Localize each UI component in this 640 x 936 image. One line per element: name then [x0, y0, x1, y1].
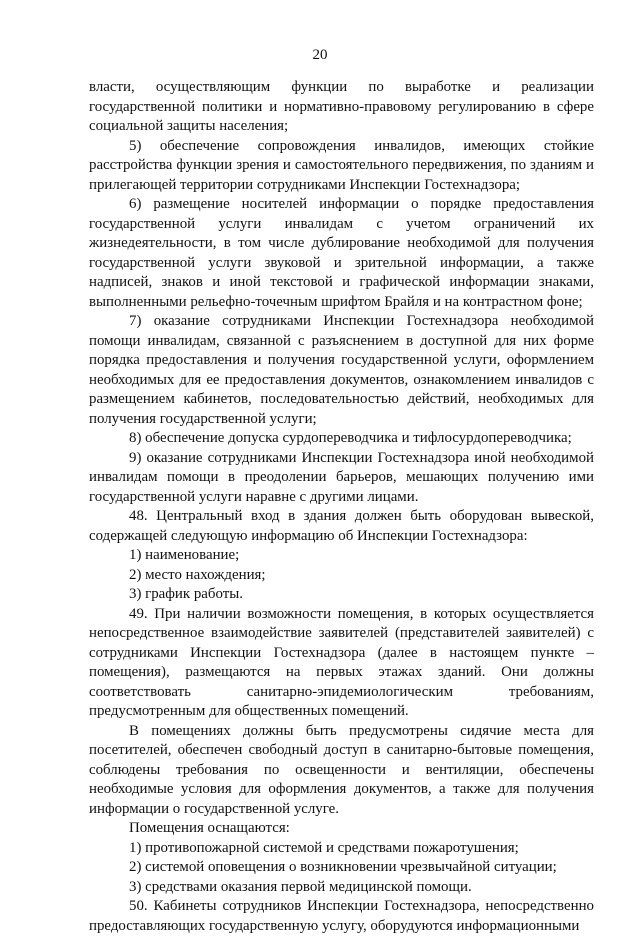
paragraph-continuation: власти, осуществляющим функции по выработке и реализации государственной политики и нормативно-правовому регулированию в сфере социальной защиты населения; — [89, 79, 594, 134]
clause-49-equipment-intro: Помещения оснащаются: — [129, 820, 290, 836]
clause-48-item-3: 3) график работы. — [129, 586, 243, 602]
page-number: 20 — [312, 47, 328, 63]
clause-48-item-2: 2) место нахождения; — [129, 566, 266, 583]
equipment-item-2: 2) системой оповещения о возникновении чрезвычайной ситуации; — [129, 859, 557, 875]
equipment-item-1: 1) противопожарной системой и средствами пожаротушения; — [129, 839, 519, 856]
equipment-item-3: 3) средствами оказания первой медицинской помощи. — [129, 878, 472, 895]
list-item-9: 9) оказание сотрудниками Инспекции Гостехнадзора иной необходимой инвалидам помощи в преодолении барьеров, мешающих получению ими государственной услуги наравне с другими лицами. — [89, 449, 594, 505]
clause-50: 50. Кабинеты сотрудников Инспекции Гостехнадзора, непосредственно предоставляющих государственную услугу, оборудуются информационными — [89, 898, 594, 934]
document-body — [89, 78, 594, 936]
list-item-6: 6) размещение носителей информации о порядке предоставления государственной услуги инвалидам с учетом ограничений их жизнедеятельности, в том числе дублирование необходимой для получения государственной услуги звуковой и зрительной информации, а также надписей, знаков и иной текстовой и графической информации знаками, выполненными рельефно-точечным шрифтом Брайля и на контрастном фоне; — [89, 196, 594, 310]
clause-49: 49. При наличии возможности помещения, в которых осуществляется непосредственное взаимодействие заявителей (представителей заявителей) с сотрудниками Инспекции Гостехнадзора (далее в настоящем пункте – помещения), размещаются на первых этажах зданий. Они должны соответствовать санитарно-эпидемиологическим требованиям, предусмотренным для общественных помещений. — [89, 605, 594, 719]
list-item-5: 5) обеспечение сопровождения инвалидов, имеющих стойкие расстройства функции зрения и самостоятельного передвижения, по зданиям и прилегающей территории сотрудниками Инспекции Гостехнадзора; — [89, 137, 594, 193]
clause-49-premises-requirements: В помещениях должны быть предусмотрены сидячие места для посетителей, обеспечен свободный доступ в санитарно-бытовые помещения, соблюдены требования по освещенности и вентиляции, обеспечены необходимые условия для оформления документов, а также для получения информации о государственной услуге. — [89, 722, 594, 817]
list-item-8: 8) обеспечение допуска сурдопереводчика и тифлосурдопереводчика; — [129, 430, 572, 446]
clause-48-item-1: 1) наименование; — [129, 547, 240, 563]
list-item-7: 7) оказание сотрудниками Инспекции Гостехнадзора необходимой помощи инвалидам, связанной с разъяснением в доступной для них форме порядка предоставления и получения государственной услуги, оформлением необходимых для ее предоставления документов, ознакомлением инвалидов с размещением кабинетов, последовательностью действий, необходимых для получения государственной услуги; — [89, 313, 594, 427]
clause-48: 48. Центральный вход в здания должен быть оборудован вывеской, содержащей следующую информацию об Инспекции Гостехнадзора: — [89, 508, 594, 544]
